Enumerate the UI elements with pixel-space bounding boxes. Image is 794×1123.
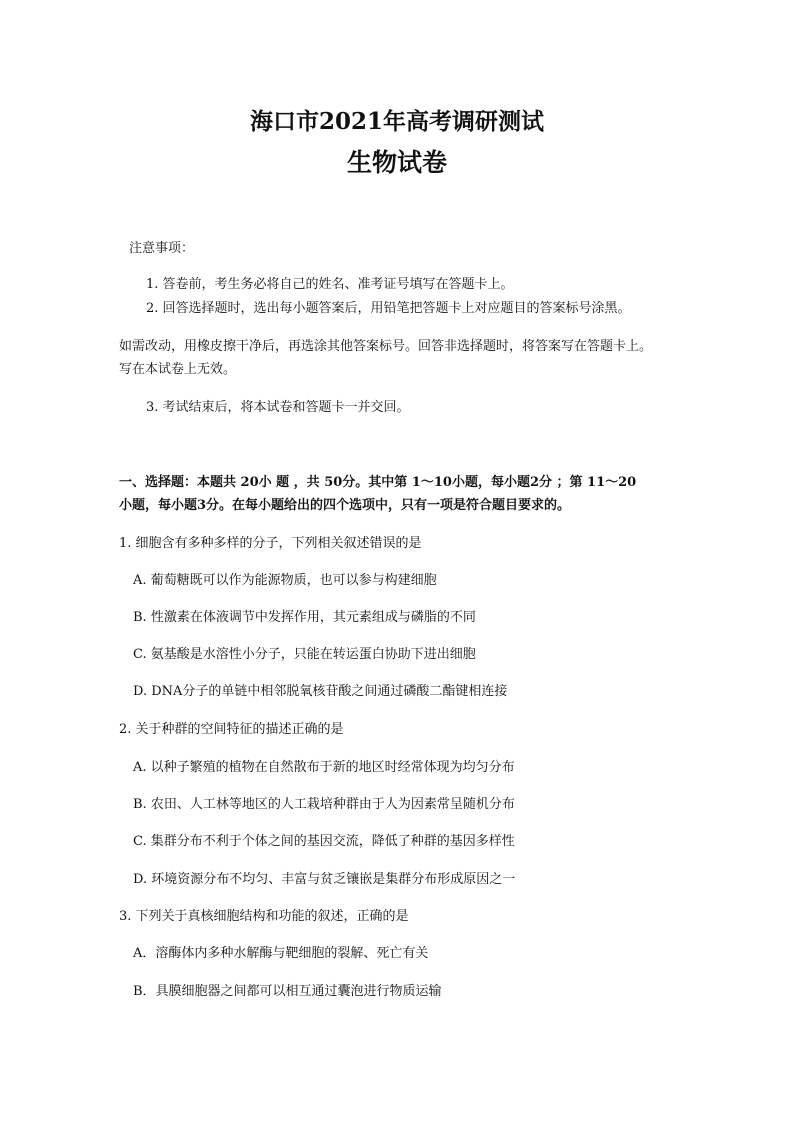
note-item-1: 1. 答卷前，考生务必将自己的姓名、准考证号填写在答题卡上。 (146, 277, 514, 292)
notes-heading: 注意事项： (129, 241, 195, 256)
question-1-option-d: D. DNA分子的单链中相邻脱氧核苷酸之间通过磷酸二酯键相连接 (133, 684, 508, 699)
question-stem-1: 1. 细胞含有多种多样的分子，下列相关叙述错误的是 (119, 536, 422, 551)
note-item-2-continuation-1: 如需改动，用橡皮擦干净后，再选涂其他答案标号。回答非选择题时，将答案写在答题卡上。 (119, 339, 653, 354)
question-2-option-c: C. 集群分布不利于个体之间的基因交流，降低了种群的基因多样性 (133, 834, 515, 849)
note-item-2-continuation-2: 写在本试卷上无效。 (119, 362, 237, 377)
question-1-option-a: A. 葡萄糖既可以作为能源物质，也可以参与构建细胞 (133, 573, 437, 588)
question-1-option-c: C. 氨基酸是水溶性小分子，只能在转运蛋白协助下进出细胞 (133, 647, 476, 662)
section-instruction-line-1: 一、选择题：本题共 20小 题 ，共 50分。其中第 1～10小题，每小题2分 ；第 11～20 (119, 475, 637, 490)
question-2-option-a: A. 以种子繁殖的植物在自然散布于新的地区时经常体现为均匀分布 (133, 760, 515, 775)
question-2-option-b: B. 农田、人工林等地区的人工栽培种群由于人为因素常呈随机分布 (133, 797, 515, 812)
question-1-option-b: B. 性激素在体液调节中发挥作用，其元素组成与磷脂的不同 (133, 610, 476, 625)
question-stem-3: 3. 下列关于真核细胞结构和功能的叙述，正确的是 (119, 909, 409, 924)
exam-title: 海口市2021年高考调研测试 (249, 108, 544, 135)
exam-subtitle: 生物试卷 (346, 148, 447, 177)
question-2-option-d: D. 环境资源分布不均匀、丰富与贫乏镶嵌是集群分布形成原因之一 (133, 872, 516, 887)
note-item-2: 2. 回答选择题时，选出每小题答案后，用铅笔把答题卡上对应题目的答案标号涂黑。 (146, 301, 631, 316)
question-3-option-b: B．具膜细胞器之间都可以相互通过囊泡进行物质运输 (133, 984, 442, 999)
note-item-3: 3. 考试结束后，将本试卷和答题卡一并交回。 (146, 400, 410, 415)
question-3-option-a: A．溶酶体内多种水解酶与靶细胞的裂解、死亡有关 (133, 946, 429, 961)
section-instruction-line-2: 小题，每小题3分。在每小题给出的四个选项中，只有一项是符合题目要求的。 (119, 498, 571, 513)
question-stem-2: 2. 关于种群的空间特征的描述正确的是 (119, 722, 344, 737)
